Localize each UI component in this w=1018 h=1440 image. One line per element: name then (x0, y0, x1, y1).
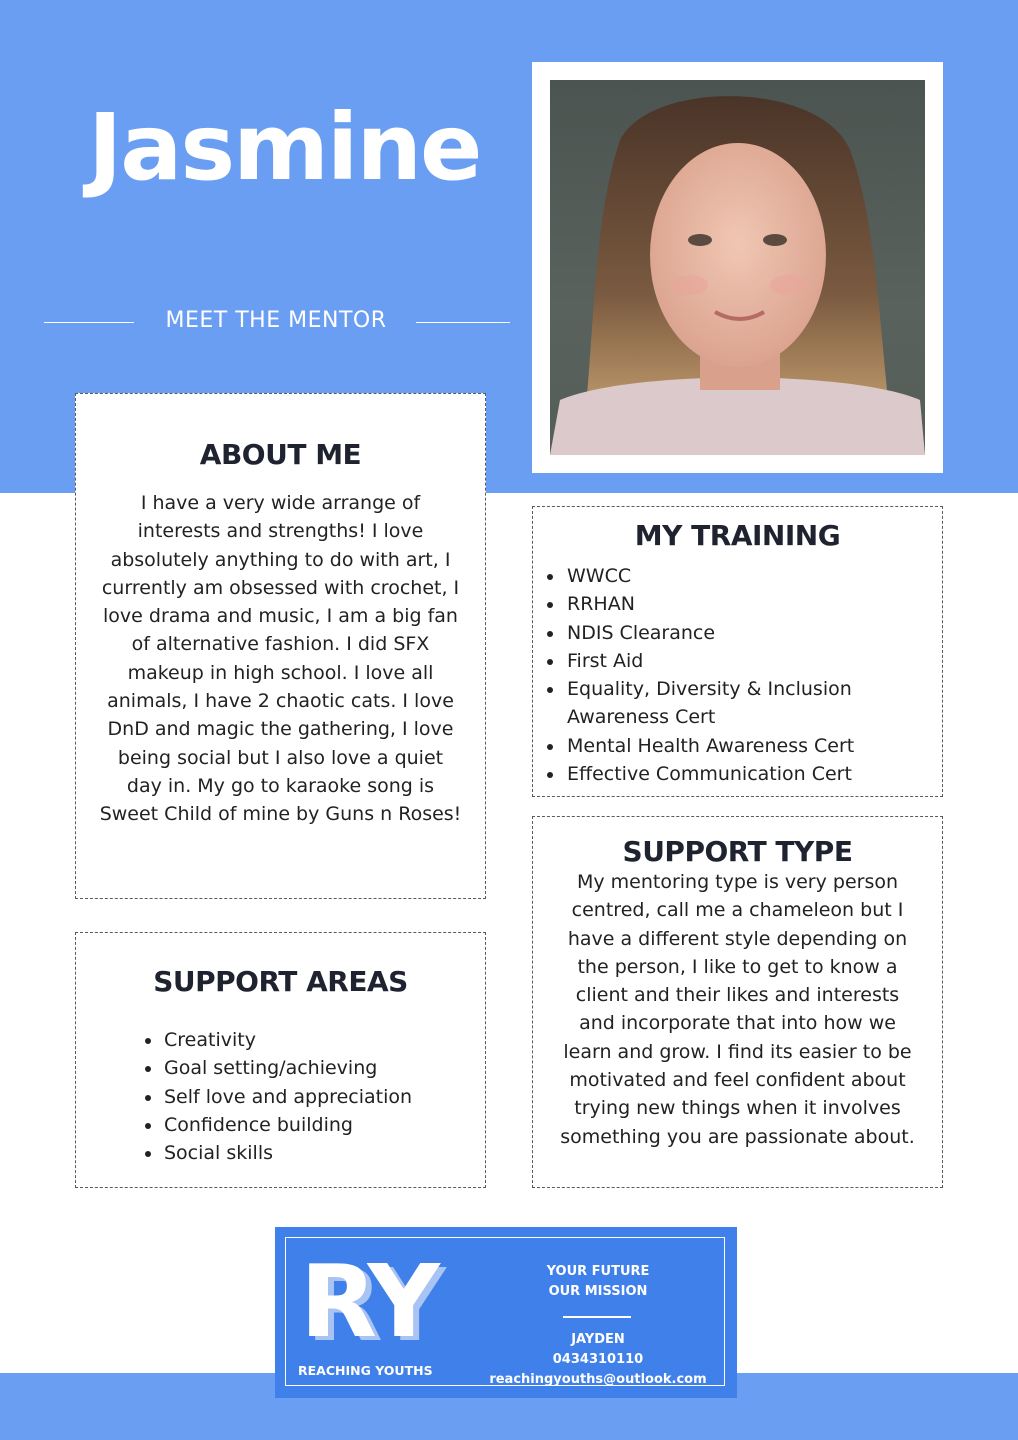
list-item: RRHAN (533, 590, 922, 618)
contact-email[interactable]: reachingyouths@outlook.com (489, 1372, 707, 1387)
tagline-line-2: OUR MISSION (548, 1284, 648, 1299)
tagline-line-1: YOUR FUTURE (546, 1264, 650, 1279)
support-areas-heading: SUPPORT AREAS (153, 965, 408, 998)
divider-left (44, 322, 134, 323)
divider-right (416, 322, 510, 323)
list-item: Effective Communication Cert (533, 760, 922, 788)
list-item: NDIS Clearance (533, 619, 922, 647)
org-name: REACHING YOUTHS (298, 1363, 433, 1378)
list-item: First Aid (533, 647, 922, 675)
mentor-name: Jasmine (88, 94, 481, 201)
support-areas-card (75, 932, 486, 1188)
support-type-card (532, 816, 943, 1188)
list-item: Self love and appreciation (76, 1083, 475, 1111)
about-me-heading: ABOUT ME (199, 438, 362, 471)
list-item: Social skills (76, 1139, 475, 1167)
meet-the-mentor-row (44, 302, 510, 342)
mentor-photo-frame (532, 62, 943, 473)
about-me-text: I have a very wide arrange of interests and strengths! I love absolutely anything to do with art, I currently am obsessed with crochet, I love drama and music, I am a big fan of alternative fashion. I did SFX makeup in high school. I love all animals, I have 2 chaotic cats. I love DnD and magic the gathering, I love being social but I also love a quiet day in. My go to karaoke song is Sweet Child of mine by Guns n Roses! (99, 492, 462, 826)
my-training-heading: MY TRAINING (634, 519, 841, 552)
list-item: Mental Health Awareness Cert (533, 732, 922, 760)
support-type-heading: SUPPORT TYPE (622, 835, 853, 868)
portrait-illustration (550, 80, 925, 455)
list-item: WWCC (533, 562, 922, 590)
mentor-photo (550, 80, 925, 455)
tagline-divider (563, 1316, 631, 1318)
support-areas-list (130, 1026, 475, 1167)
about-me-card (75, 393, 486, 899)
support-type-text: My mentoring type is very person centred, call me a chameleon but I have a different style depending on the person, I like to get to know a client and their likes and interests and incorporate that into how we learn and grow. I find its easier to be motivated and feel confident about trying new things when it involves something you are passionate about. (560, 871, 915, 1148)
training-list (533, 562, 922, 788)
meet-the-mentor-label: MEET THE MENTOR (165, 308, 387, 333)
contact-name: JAYDEN (571, 1332, 625, 1347)
list-item: Equality, Diversity & Inclusion Awareness Cert (533, 675, 922, 732)
list-item: Goal setting/achieving (76, 1054, 475, 1082)
logo-border (285, 1237, 725, 1386)
list-item: Creativity (76, 1026, 475, 1054)
reaching-youths-logo-box (275, 1227, 737, 1398)
list-item: Confidence building (76, 1111, 475, 1139)
ry-logo: RY (300, 1243, 436, 1360)
my-training-card (532, 506, 943, 797)
contact-phone[interactable]: 0434310110 (552, 1352, 644, 1367)
